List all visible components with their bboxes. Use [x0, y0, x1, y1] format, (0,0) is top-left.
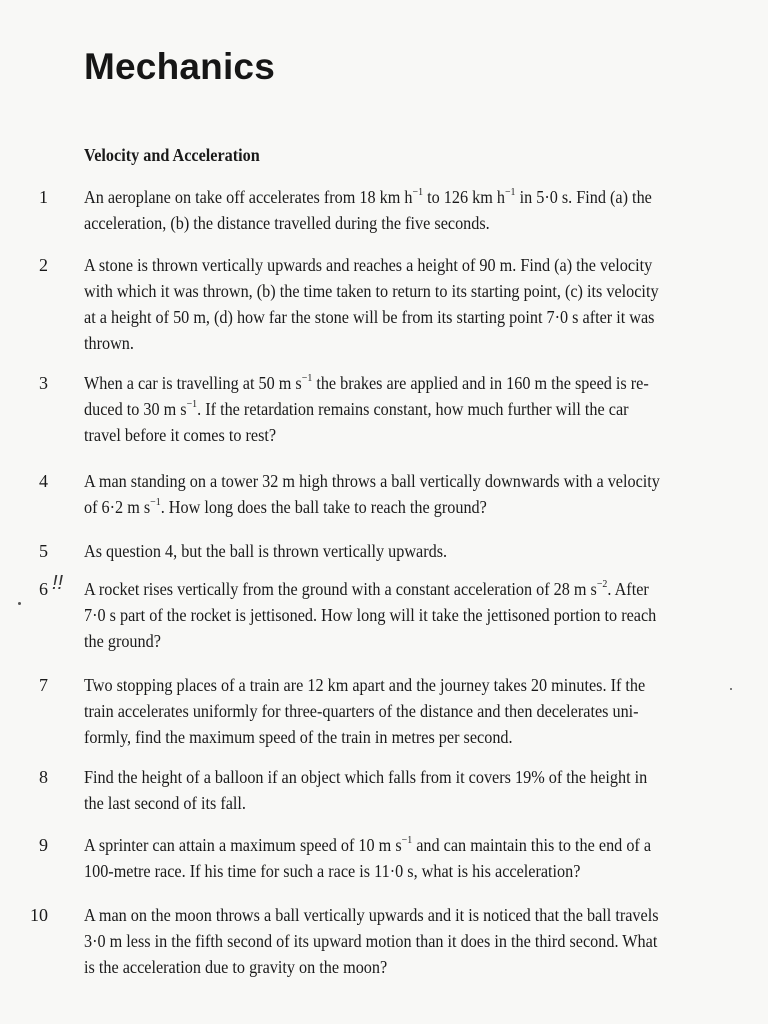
text-segment: train accelerates uniformly for three-quarters of the distance and then decelerates uni- — [84, 701, 639, 721]
question-number: 2 — [39, 255, 48, 275]
question-line — [84, 602, 732, 628]
question-text — [84, 832, 732, 884]
text-segment: and can maintain this to the end of a — [412, 835, 652, 855]
question-line — [84, 468, 732, 494]
unit-exponent: −1 — [401, 834, 413, 846]
question-line — [84, 832, 732, 858]
text-segment: . After — [607, 579, 649, 599]
text-segment: the last second of its fall. — [84, 793, 246, 813]
text-segment: is the acceleration due to gravity on the moon? — [84, 957, 388, 977]
question-line — [84, 304, 732, 330]
question-line — [84, 576, 732, 602]
handwritten-annotation: !! — [52, 572, 64, 594]
text-segment: Two stopping places of a train are 12 km apart and the journey takes 20 minutes. If the — [84, 675, 646, 695]
section-heading: Velocity and Acceleration — [84, 145, 260, 165]
text-segment: to 126 km h — [423, 187, 505, 207]
text-segment: duced to 30 m s — [84, 399, 187, 419]
text-segment: 3·0 m less in the fifth second of its upward motion than it does in the third second. What — [84, 931, 658, 951]
scan-speck — [18, 602, 21, 605]
question-line — [84, 422, 732, 448]
question-text — [84, 370, 732, 448]
question-number: 6 — [39, 579, 48, 599]
unit-exponent: −1 — [150, 496, 161, 508]
question-line — [84, 858, 732, 884]
scan-speck — [730, 688, 732, 690]
text-segment: A man standing on a tower 32 m high throws a ball vertically downwards with a velocity — [84, 471, 660, 491]
question-line — [84, 672, 732, 698]
question-number: 7 — [39, 675, 48, 695]
question-line — [84, 396, 732, 422]
unit-exponent: −1 — [504, 186, 516, 198]
question-line — [84, 698, 732, 724]
question-text — [84, 538, 732, 564]
question-text — [84, 672, 732, 750]
text-segment: A man on the moon throws a ball vertically upwards and it is noticed that the ball travels — [84, 905, 659, 925]
question-line — [84, 330, 732, 356]
text-segment: . How long does the ball take to reach the ground? — [160, 497, 487, 517]
text-segment: thrown. — [84, 333, 134, 353]
question-line — [84, 902, 732, 928]
question-line — [84, 494, 732, 520]
text-segment: with which it was thrown, (b) the time taken to return to its starting point, (c) its velocity — [84, 281, 659, 301]
question-number: 10 — [30, 905, 48, 925]
unit-exponent: −1 — [412, 186, 424, 198]
text-segment: 7·0 s part of the rocket is jettisoned. How long will it take the jettisoned portion to reach — [84, 605, 657, 625]
question-text — [84, 764, 732, 816]
question-text — [84, 184, 732, 236]
text-segment: 100-metre race. If his time for such a race is 11·0 s, what is his acceleration? — [84, 861, 581, 881]
text-segment: A rocket rises vertically from the ground with a constant acceleration of 28 m s — [84, 579, 597, 599]
unit-exponent: −1 — [186, 398, 198, 410]
text-segment: the ground? — [84, 631, 161, 651]
question-number: 5 — [39, 541, 48, 561]
text-segment: A sprinter can attain a maximum speed of 10 m s — [84, 835, 402, 855]
question-line — [84, 278, 732, 304]
text-segment: Find the height of a balloon if an object which falls from it covers 19% of the height in — [84, 767, 648, 787]
question-line — [84, 764, 732, 790]
question-line — [84, 954, 732, 980]
text-segment: acceleration, (b) the distance travelled during the five seconds. — [84, 213, 490, 233]
question-line — [84, 210, 732, 236]
page-title: Mechanics — [84, 46, 275, 87]
question-number: 8 — [39, 767, 48, 787]
question-text — [84, 576, 732, 654]
question-line — [84, 790, 732, 816]
question-line — [84, 724, 732, 750]
question-line — [84, 928, 732, 954]
question-number: 1 — [39, 187, 48, 207]
question-number: 4 — [39, 471, 48, 491]
text-segment: A stone is thrown vertically upwards and reaches a height of 90 m. Find (a) the velocity — [84, 255, 653, 275]
text-segment: . If the retardation remains constant, how much further will the car — [197, 399, 629, 419]
text-segment: formly, find the maximum speed of the train in metres per second. — [84, 727, 513, 747]
question-line — [84, 252, 732, 278]
unit-exponent: −2 — [596, 578, 608, 590]
text-segment: An aeroplane on take off accelerates from 18 km h — [84, 187, 413, 207]
question-number: 3 — [39, 373, 48, 393]
text-segment: of 6·2 m s — [84, 497, 151, 517]
unit-exponent: −1 — [301, 372, 313, 384]
text-segment: at a height of 50 m, (d) how far the stone will be from its starting point 7·0 s after it was — [84, 307, 655, 327]
question-line — [84, 370, 732, 396]
text-segment: As question 4, but the ball is thrown vertically upwards. — [84, 541, 448, 561]
question-line — [84, 538, 732, 564]
question-line — [84, 628, 732, 654]
text-segment: the brakes are applied and in 160 m the speed is re- — [312, 373, 649, 393]
question-text — [84, 252, 732, 356]
question-number: 9 — [39, 835, 48, 855]
text-segment: in 5·0 s. Find (a) the — [515, 187, 652, 207]
question-text — [84, 468, 732, 520]
text-segment: travel before it comes to rest? — [84, 425, 277, 445]
question-line — [84, 184, 732, 210]
text-segment: When a car is travelling at 50 m s — [84, 373, 302, 393]
question-text — [84, 902, 732, 980]
